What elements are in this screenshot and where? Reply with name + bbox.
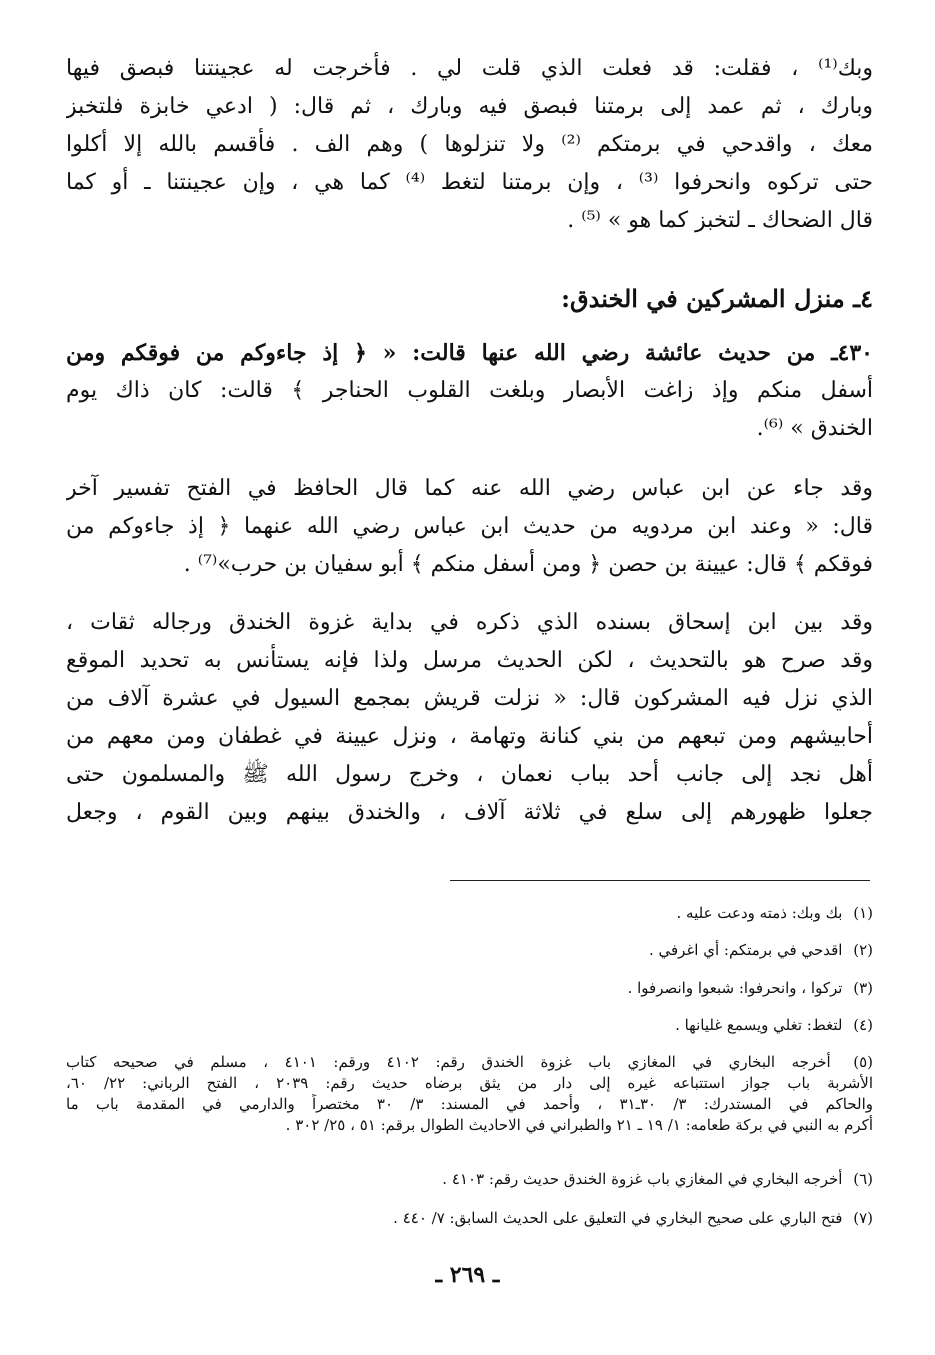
footnote-4 xyxy=(66,1015,873,1036)
text-line: أسفل منكم وإذ زاغت الأبصار وبلغت القلوب الحناجر ﴾ قالت: كان ذاك يوم xyxy=(66,378,873,403)
footnote-text: أخرجه البخاري في المغازي باب غزوة الخندق رقم: ٤١٠٢ ورقم: ٤١٠١ ، مسلم في صحيحه كتاب xyxy=(66,1053,831,1071)
text-line: الخندق » ⁽⁶⁾. xyxy=(756,416,873,441)
text-line: فوقكم ﴾ قال: عيينة بن حصن ﴿ ومن أسفل منكم ﴾ أبو سفيان بن حرب»⁽⁷⁾ . xyxy=(183,552,873,577)
footnote-5 xyxy=(66,1052,873,1136)
footnote-divider xyxy=(450,880,870,881)
paragraph-ibn-abbas xyxy=(66,470,873,584)
footnote-number: (٢) xyxy=(853,941,873,959)
footnote-number: (١) xyxy=(853,904,873,922)
text-line: قال الضحاك ـ لتخبز كما هو » ⁽⁵⁾ . xyxy=(567,208,873,233)
footnote-text: اقدحي في برمتكم: أي اغرفي . xyxy=(648,941,843,959)
footnote-line: والحاكم في المستدرك: ٣/ ٣٠ـ٣١ ، وأحمد في المسند: ٣/ ٣٠ مختصراً والدارمي في المقدمة باب ما xyxy=(66,1095,873,1113)
footnote-number: (٦) xyxy=(853,1170,873,1188)
section-heading: ٤ـ منزل المشركين في الخندق: xyxy=(561,284,873,313)
paragraph-ibn-ishaq xyxy=(66,604,873,832)
text-line: قال: « وعند ابن مردويه من حديث ابن عباس رضي الله عنهما ﴿ إذ جاءوكم من xyxy=(66,514,873,539)
text-line: وقد بين ابن إسحاق بسنده الذي ذكره في بداية غزوة الخندق ورجاله ثقات ، xyxy=(66,610,873,635)
footnote-7 xyxy=(66,1208,873,1229)
text-line: حتى تركوه وانحرفوا ⁽³⁾ ، وإن برمتنا لتغط ⁽⁴⁾ كما هي ، وإن عجينتنا ـ أو كما xyxy=(66,170,873,195)
footnote-number: (٧) xyxy=(853,1209,873,1227)
text-line: وبك⁽¹⁾ ، فقلت: قد فعلت الذي قلت لي . فأخرجت له عجينتنا فبصق فيها xyxy=(66,56,873,81)
page-number: ـ ٢٦٩ ـ xyxy=(435,1262,500,1288)
footnote-number: (٤) xyxy=(853,1016,873,1034)
text-line: جعلوا ظهورهم إلى سلع في ثلاثة آلاف ، والخندق بينهم وبين القوم ، وجعل xyxy=(66,800,873,825)
footnote-2 xyxy=(66,940,873,961)
text-line: الذي نزل فيه المشركون قال: « نزلت قريش بمجمع السيول في عشرة آلاف من xyxy=(66,686,873,711)
footnote-number: (٣) xyxy=(853,979,873,997)
paragraph-hadith-continuation xyxy=(66,50,873,240)
text-line: وقد جاء عن ابن عباس رضي الله عنه كما قال الحافظ في الفتح تفسير آخر xyxy=(66,476,873,501)
text-line: معك ، واقدحي في برمتكم ⁽²⁾ ولا تنزلوها ) وهم الف . فأقسم بالله إلا أكلوا xyxy=(66,132,873,157)
text-line: أحابيشهم ومن تبعهم من بني كنانة وتهامة ، ونزل عيينة في غطفان ومن معهم من xyxy=(66,724,873,749)
footnote-text: بك وبك: ذمته ودعت عليه . xyxy=(676,904,843,922)
footnote-6 xyxy=(66,1169,873,1190)
footnote-line: أكرم به النبي في بركة طعامه: ١/ ١٩ ـ ٢١ والطبراني في الاحاديث الطوال برقم: ٥١ ، ٢٥/ ٣٠٢ . xyxy=(285,1116,873,1134)
footnote-line xyxy=(66,1052,873,1073)
text-line: وبارك ، ثم عمد إلى برمتنا فبصق فيه وبارك ، ثم قال: ( ادعي خابزة فلتخبز xyxy=(66,94,873,119)
footnote-1 xyxy=(66,903,873,924)
footnote-text: لتغط: تغلي ويسمع غليانها . xyxy=(675,1016,843,1034)
footnote-3 xyxy=(66,978,873,999)
footnote-line: الأشربة باب جواز استتباعه غيره إلى دار من يثق برضاه حديث رقم: ٢٠٣٩ ، الفتح الرباني: ٢٢/ ٦٠، xyxy=(66,1074,873,1092)
footnote-number: (٥) xyxy=(853,1053,873,1071)
paragraph-hadith-430 xyxy=(66,334,873,448)
footnote-text: فتح الباري على صحيح البخاري في التعليق على الحديث السابق: ٧/ ٤٤٠ . xyxy=(393,1209,843,1227)
text-line: وقد صرح هو بالتحديث ، لكن الحديث مرسل ولذا فإنه يستأنس به تحديد الموقع xyxy=(66,648,873,673)
text-line: أهل نجد إلى جانب أحد بباب نعمان ، وخرج رسول الله ﷺ والمسلمون حتى xyxy=(66,762,873,787)
text-line: ٤٣٠ـ من حديث عائشة رضي الله عنها قالت: « ﴿ إذ جاءوكم من فوقكم ومن xyxy=(66,340,873,366)
footnote-text: أخرجه البخاري في المغازي باب غزوة الخندق حديث رقم: ٤١٠٣ . xyxy=(442,1170,843,1188)
footnote-text: تركوا ، وانحرفوا: شبعوا وانصرفوا . xyxy=(627,979,843,997)
